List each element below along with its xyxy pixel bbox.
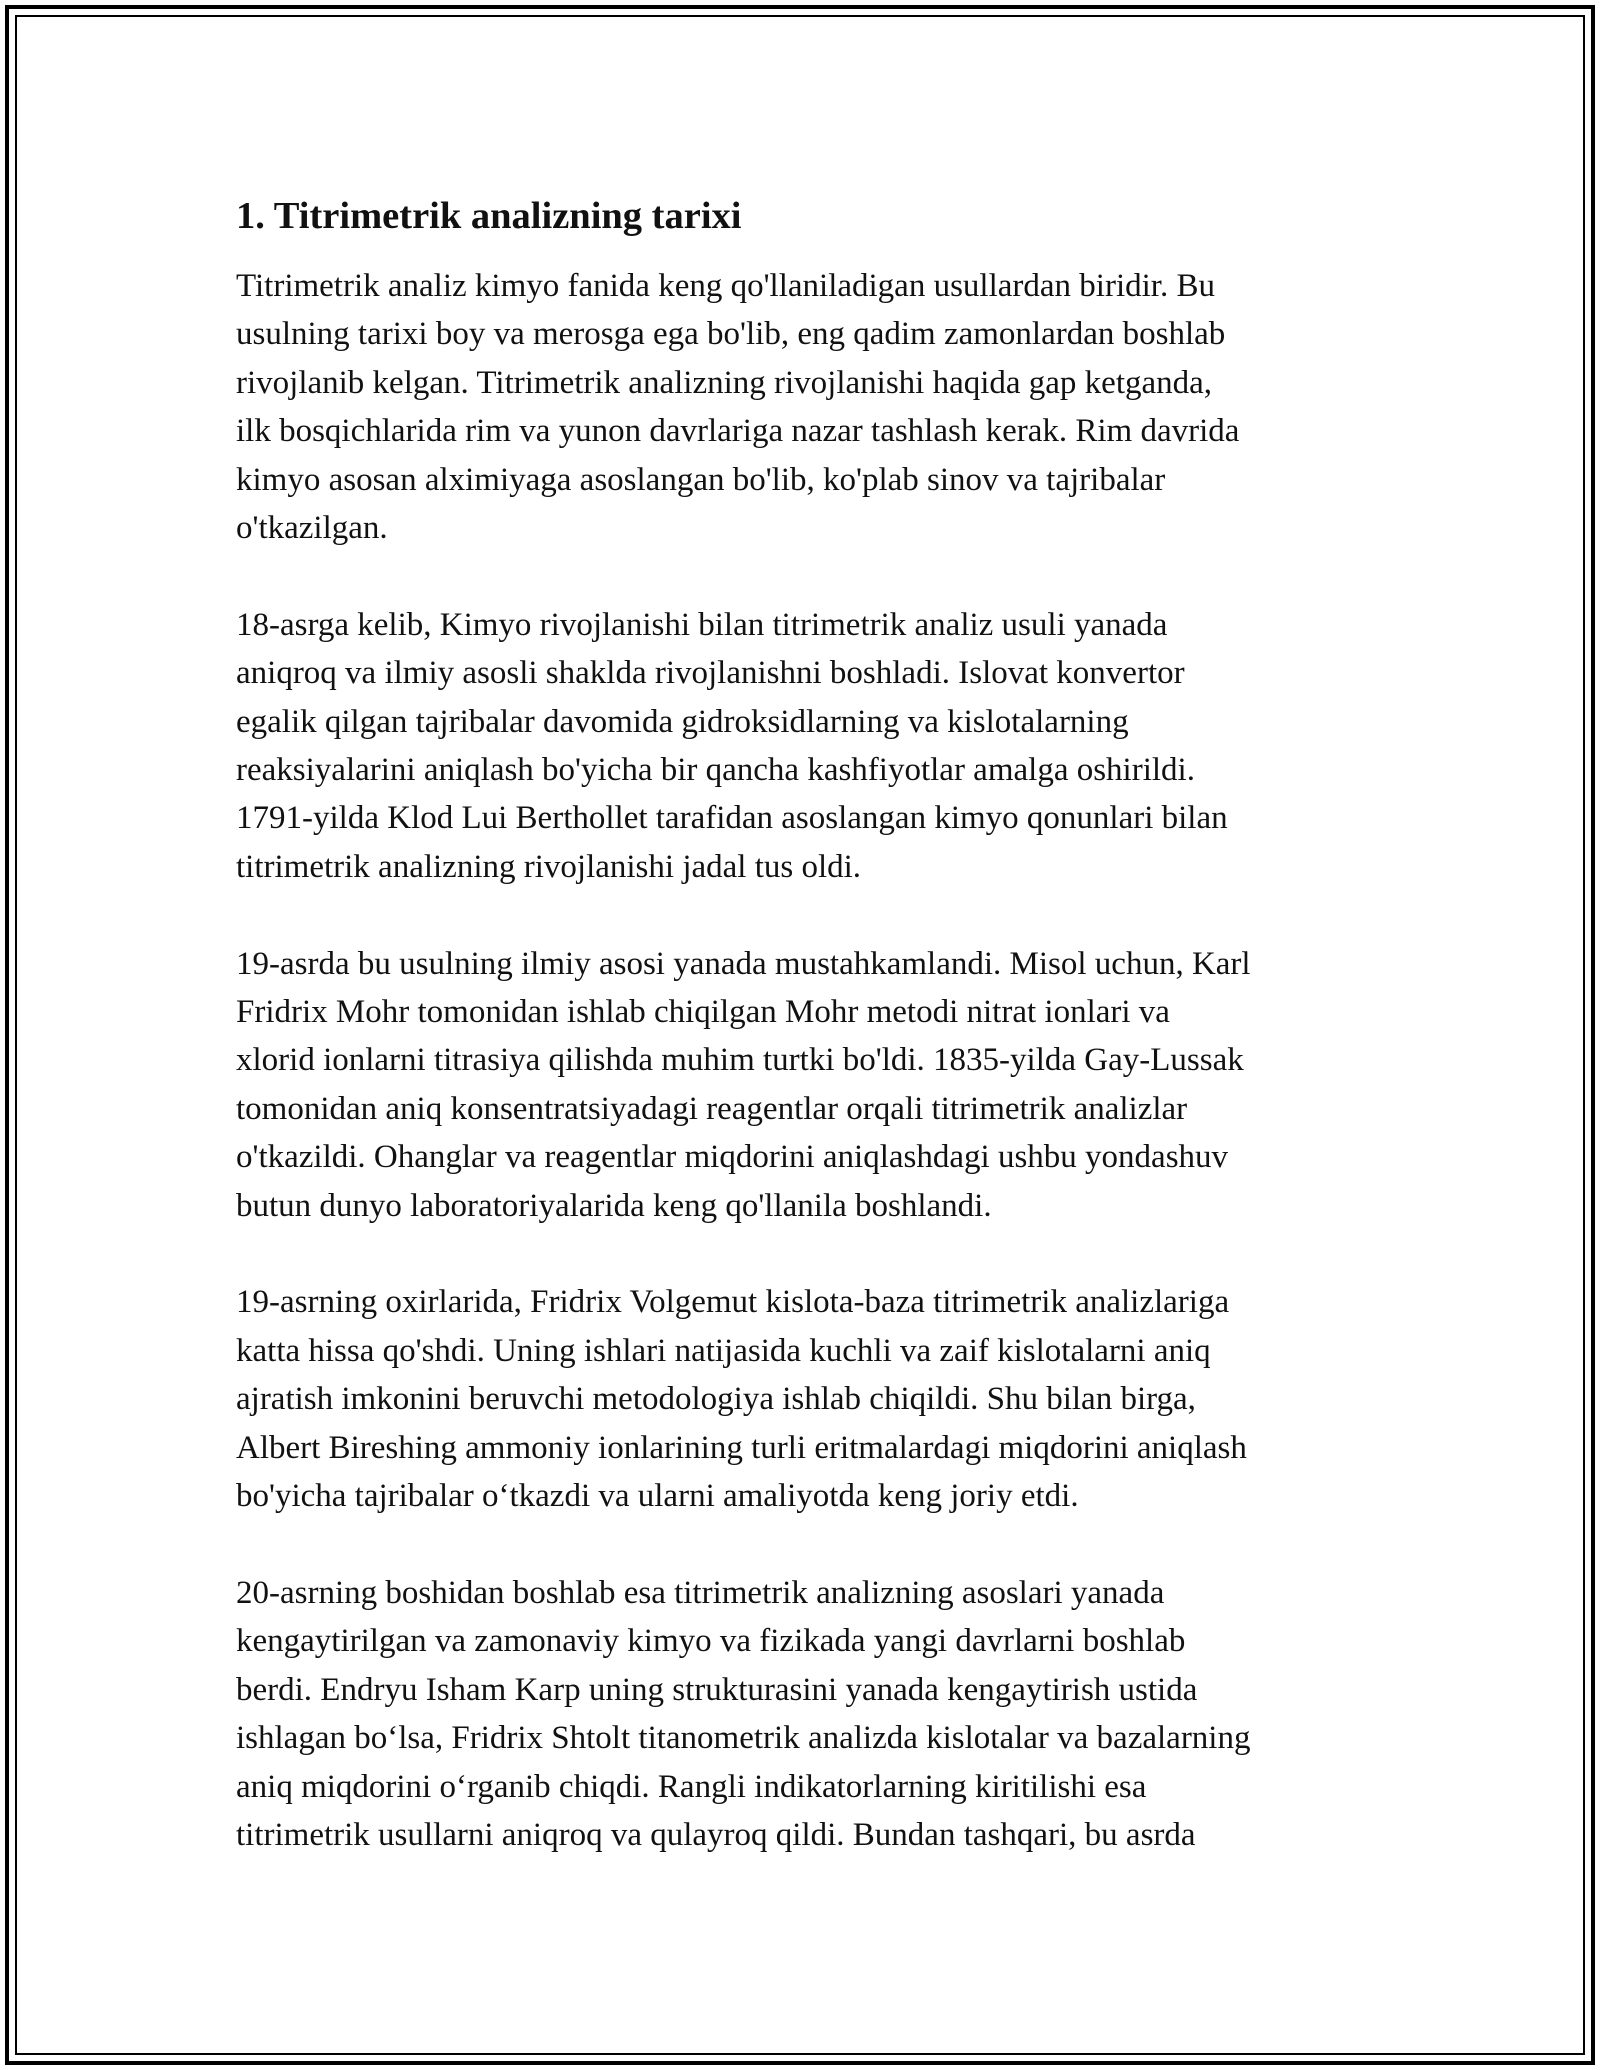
paragraph-4: 19-asrning oxirlarida, Fridrix Volgemut kislota-baza titrimetrik analizlariga katta hissa qo'shdi. Uning ishlari natijasida kuchli va zaif kislotalarni aniq ajratish imkonini beruvchi metodologiya ishlab chiqildi. Shu bilan birga, Albert Bireshing ammoniy ionlarining turli eritmalardagi miqdorini aniqlash bo'yicha tajribalar o‘tkazdi va ularni amaliyotda keng joriy etdi. <box>236 1284 1247 1515</box>
section-heading: 1. Titrimetrik analizning tarixi <box>236 195 742 237</box>
paragraph-3: 19-asrda bu usulning ilmiy asosi yanada mustahkamlandi. Misol uchun, Karl Fridrix Mohr tomonidan ishlab chiqilgan Mohr metodi nitrat ionlari va xlorid ionlarni titrasiya qilishda muhim turtki bo'ldi. 1835-yilda Gay-Lussak tomonidan aniq konsentratsiyadagi reagentlar orqali titrimetrik analizlar o'tkazildi. Ohanglar va reagentlar miqdorini aniqlashdagi ushbu yondashuv butun dunyo laboratoriyalarida keng qo'llanila boshlandi. <box>236 945 1251 1224</box>
paragraph-2: 18-asrga kelib, Kimyo rivojlanishi bilan titrimetrik analiz usuli yanada aniqroq va ilmiy asosli shaklda rivojlanishni boshladi. Islovat konvertor egalik qilgan tajribalar davomida gidroksidlarning va kislotalarning reaksiyalarini aniqlash bo'yicha bir qancha kashfiyotlar amalga oshirildi. 1791-yilda Klod Lui Berthollet tarafidan asoslangan kimyo qonunlari bilan titrimetrik analizning rivojlanishi jadal tus oldi. <box>236 606 1228 885</box>
document-body <box>236 190 1376 1908</box>
paragraph-1: Titrimetrik analiz kimyo fanida keng qo'llaniladigan usullardan biridir. Bu usulning tarixi boy va merosga ega bo'lib, eng qadim zamonlardan boshlab rivojlanib kelgan. Titrimetrik analizning rivojlanishi haqida gap ketganda, ilk bosqichlarida rim va yunon davrlariga nazar tashlash kerak. Rim davrida kimyo asosan alximiyaga asoslangan bo'lib, ko'plab sinov va tajribalar o'tkazilgan. <box>236 268 1240 547</box>
paragraph-5: 20-asrning boshidan boshlab esa titrimetrik analizning asoslari yanada kengaytirilgan va zamonaviy kimyo va fizikada yangi davrlarni boshlab berdi. Endryu Isham Karp uning strukturasini yanada kengaytirish ustida ishlagan bo‘lsa, Fridrix Shtolt titanometrik analizda kislotalar va bazalarning aniq miqdorini o‘rganib chiqdi. Rangli indikatorlarning kiritilishi esa titrimetrik usullarni aniqroq va qulayroq qildi. Bundan tashqari, bu asrda <box>236 1574 1251 1853</box>
